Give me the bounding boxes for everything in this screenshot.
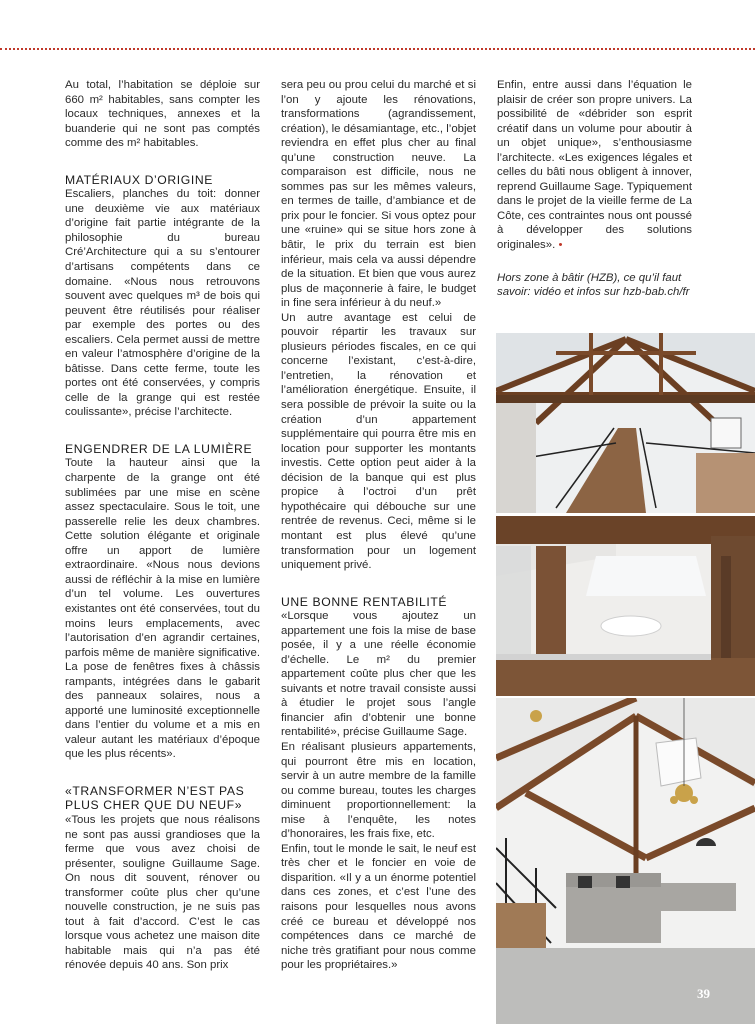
paragraph-realisant: En réalisant plusieurs appartements, qui pourront être mis en location, servir à un autre membre de la famille ou comme bureau, toutes les charges diminuent proportionnellement: la mise à l’enquête, les notes d’honoraires, les frais fixe, etc. — [281, 741, 476, 841]
paragraph-lumiere: Toute la hauteur ainsi que la charpente de la grange ont été sublimées par une mise en scène assez spectaculaire. Sous le toit, une passerelle relie les deux chambres. Cette solution élégante et originale offre un apport de lumière extraordinaire. «Nous nous devions aussi de réfléchir à la mise en lumière d’un tel volume. Les ouvertures existantes ont été conservées, tout du moins leurs emplacements, avec l’autorisation d’en agrandir certaines, parfois même de manière significative. La pose de fenêtres fixes à châssis rampants, intégrées dans le gabarit des panneaux solaires, nous a apporté une luminosité exceptionnelle dans l’entier du volume et a mis en valeur autant les matériaux d’époque que les plus récents». — [65, 457, 260, 761]
heading-rentabilite: UNE BONNE RENTABILITÉ — [281, 594, 448, 609]
paragraph-avantage: Un autre avantage est celui de pouvoir répartir les travaux sur plusieurs périodes fiscales, en ce qui concerne l’existant, c’est-à-dire, l’entretien, la rénovation et l’amélioration énergétique. Ensuite, il sera possible de prévoir la suite ou la création d’un appartement supplémentaire qui pourra être mis en location pour supporter les montants investis. Cette option peut aider à la décision de la banque qui est plus propice à l’octroi d’un prêt hypothécaire qui débouche sur une rentrée de revenus. Ceci, même si le montant est plus élevé qu’une transformation pour un logement uniquement privé. — [281, 311, 476, 572]
paragraph-continued: sera peu ou prou celui du marché et si l’on y ajoute les rénovations, transformations (agrandissement, création), le désamiantage, etc., l’objet reviendra en effet plus cher au final qu’une construction neuve. La comparaison est difficile, nous ne sommes pas sur les mêmes valeurs, en termes de taille, d’ambiance et de prix pour le foncier. Si vous optez pour une «ruine» qui se situe hors zone à bâtir, le prix du terrain est bien inférieur, mais cela va aussi dépendre de la situation. Et bien que vous aurez plus de maçonnerie à faire, le budget in fine sera inférieur à du neuf.» — [281, 79, 477, 310]
paragraph-enfin: Enfin, tout le monde le sait, le neuf est très cher et le foncier en voie de disparition. «Il y a un énorme potentiel dans ces zones, et c’est l’une des raisons pour lesquelles nous avons créé ce bureau et développé nos compétences dans ce marché de niche très gratifiant pour nous comme pour les propriétaires.» — [281, 842, 476, 972]
text-column-1 — [65, 78, 260, 973]
paragraph-equation — [497, 78, 692, 253]
intro-paragraph: Au total, l’habitation se déploie sur 660 m² habitables, sans compter les locaux techniques, annexes et la buanderie qui ne sont pas comptés comme des m² habitables. — [65, 79, 260, 150]
text-column-2 — [281, 78, 476, 973]
photo-mezzanine-walkway — [496, 333, 755, 513]
paragraph-transformer: «Tous les projets que nous réalisons ne sont pas aussi grandioses que la ferme que vous avez choisi de présenter, souligne Guillaume Sage. On nous dit souvent, rénover ou transformer coûte plus cher qu’une nouvelle construction, je ne suis pas tout à fait d’accord. C’est le cas lorsque vous achetez une maison dite habitable mais qui n’a pas été rénovée depuis 40 ans. Son prix — [65, 813, 260, 972]
paragraph-equation-text: Enfin, entre aussi dans l’équation le plaisir de créer son propre univers. La possibilité de «débrider son esprit créatif dans un volume pour aboutir à un objet unique», s’enthousiasme l’architecte. «Les exigences légales et celles du bâti nous obligent à innover, reprend Guillaume Sage. Typiquement dans le projet de la vieille ferme de La Côte, ces contraintes nous ont poussé à développer des solutions originales». — [497, 79, 692, 252]
paragraph-materiaux: Escaliers, planches du toit: donner une deuxième vie aux matériaux d’origine fait partie intégrante de la philosophie du bureau Cré’Architecture qui a su s’entourer d’artisans compétents dans ce domaine. «Nous nous retrouvons souvent avec quelques m³ de bois qui peuvent être réutilisés pour réaliser par exemple des portes ou des escaliers. Cela permet aussi de mettre en valeur l’atmosphère d’origine de la bâtisse. Dans cette ferme, toute les portes ont été conservées, y compris celle de la grange qui est restée coulissante», précise l’architecte. — [65, 188, 260, 419]
photo-living-room — [496, 698, 755, 1024]
page-number: 39 — [697, 986, 710, 1001]
paragraph-rentabilite: «Lorsque vous ajoutez un appartement une fois la mise de base posée, il y a une réelle économie d’échelle. Le m² du premier appartement coûte plus cher que les suivants et notre travail consiste aussi à étudier le projet sous l’angle financier afin d’obtenir une bonne rentabilité», précise Guillaume Sage. — [281, 610, 476, 739]
text-column-3 — [497, 78, 692, 300]
info-note: Hors zone à bâtir (HZB), ce qu’il faut savoir: vidéo et infos sur hzb-bab.ch/fr — [497, 271, 690, 299]
top-dotted-rule — [0, 48, 755, 50]
end-mark: • — [558, 239, 563, 252]
heading-transformer: «TRANSFORMER N’EST PAS PLUS CHER QUE DU NEUF» — [65, 783, 245, 813]
heading-materiaux: MATÉRIAUX D’ORIGINE — [65, 172, 213, 187]
photo-bathroom-tub — [496, 516, 755, 696]
heading-lumiere: ENGENDRER DE LA LUMIÈRE — [65, 441, 253, 456]
